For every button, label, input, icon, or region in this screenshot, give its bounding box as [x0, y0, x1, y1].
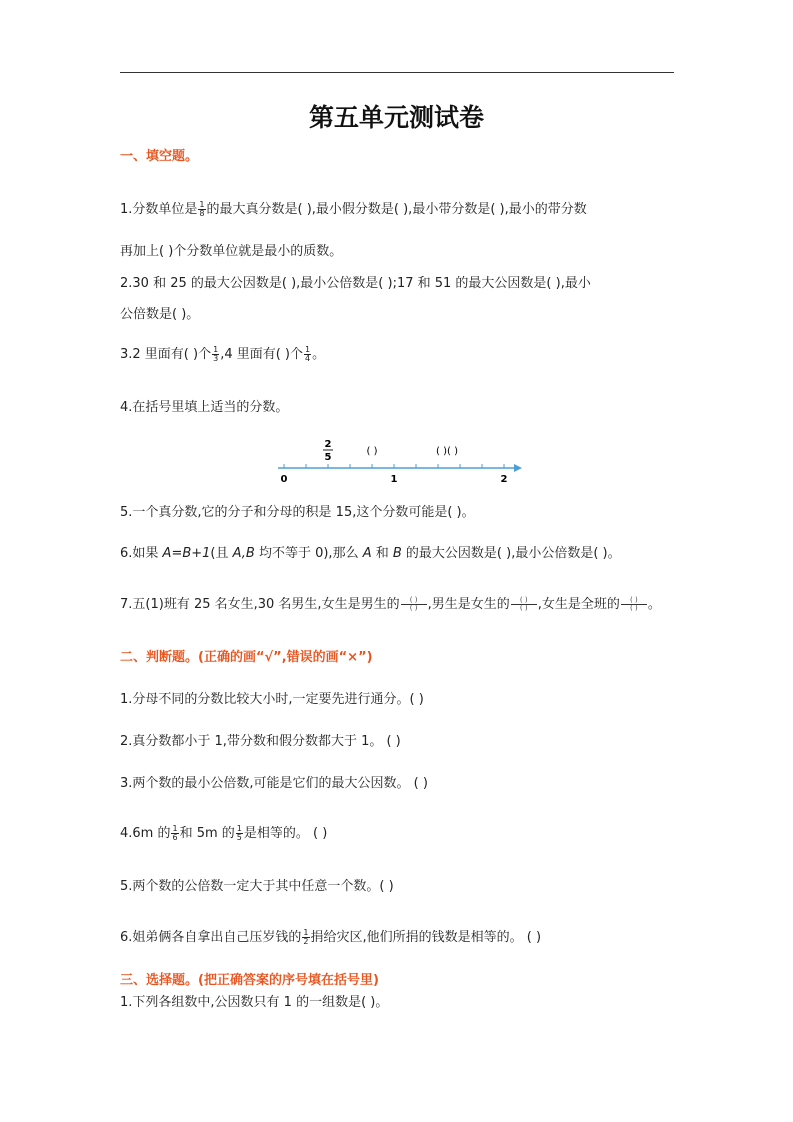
question-6: 6.如果 A=B+1(且 A,B 均不等于 0),那么 A 和 B 的最大公因数是( ),最小公倍数是( )。: [120, 546, 621, 561]
number-line-blank-1: ( ): [366, 446, 378, 457]
fraction-one-fifth: $\frac{1}{5}$: [236, 824, 242, 842]
fraction-one-half: $\frac{1}{2}$: [303, 928, 309, 946]
question-5: 5.一个真分数,它的分子和分母的积是 15,这个分数可能是( )。: [120, 505, 475, 520]
question-1-line-2: 再加上( )个分数单位就是最小的质数。: [120, 244, 343, 259]
judge-1: 1.分母不同的分数比较大小时,一定要先进行通分。( ): [120, 692, 424, 707]
blank-fraction-3: ( ) ( ): [621, 597, 647, 612]
question-2-line-1: 2.30 和 25 的最大公因数是( ),最小公倍数是( );17 和 51 的最大公因数是( ),最小: [120, 276, 591, 291]
svg-text:2: 2: [324, 439, 332, 450]
number-line-arrow-icon: [514, 464, 522, 472]
number-line-tick-2: 2: [500, 474, 508, 485]
page-title: 第五单元测试卷: [308, 103, 484, 132]
section-judge-heading: 二、判断题。(正确的画“√”,错误的画“×”): [120, 650, 373, 665]
number-line-tick-0: 0: [280, 474, 288, 485]
top-rule: [120, 72, 674, 73]
judge-4: 4.6m 的 $\frac{1}{6}$ 和 5m 的 $\frac{1}{5}$ 是相等的。 ( ): [120, 824, 328, 842]
judge-3: 3.两个数的最小公倍数,可能是它们的最大公因数。 ( ): [120, 776, 428, 791]
number-line-tick-1: 1: [390, 474, 398, 485]
fraction-one-sixth: $\frac{1}{6}$: [172, 824, 178, 842]
section-fill-heading: 一、填空题。: [120, 149, 199, 164]
fraction-one-quarter: $\frac{1}{4}$: [305, 345, 311, 363]
fraction-one-third: $\frac{1}{3}$: [213, 345, 219, 363]
blank-fraction-1: ( ) ( ): [401, 597, 427, 612]
judge-6: 6.姐弟俩各自拿出自己压岁钱的 $\frac{1}{2}$ 捐给灾区,他们所捐的钱数是相等的。 ( ): [120, 928, 542, 946]
number-line-fraction-label: [323, 439, 333, 463]
section-choice-heading: 三、选择题。(把正确答案的序号填在括号里): [120, 973, 379, 988]
judge-2: 2.真分数都小于 1,带分数和假分数都大于 1。 ( ): [120, 734, 401, 749]
question-7: 7.五(1)班有 25 名女生,30 名男生,女生是男生的 ( ) ( ) ,男生是女生的 ( ) ( ) ,女生是全班的 ( ) ( ) 。: [120, 596, 661, 612]
svg-text:5: 5: [324, 452, 332, 463]
question-2-line-2: 公倍数是( )。: [120, 307, 200, 322]
choice-1: 1.下列各组数中,公因数只有 1 的一组数是( )。: [120, 995, 389, 1010]
fraction-one-eighth: $\frac{1}{8}$: [199, 200, 205, 218]
question-1-line-1: 1.分数单位是 $\frac{1}{8}$ 的最大真分数是( ),最小假分数是( ),最小带分数是( ),最小的带分数: [120, 200, 587, 218]
number-line-blank-2: ( )( ): [436, 446, 458, 457]
judge-5: 5.两个数的公倍数一定大于其中任意一个数。( ): [120, 879, 394, 894]
question-4: 4.在括号里填上适当的分数。: [120, 400, 289, 415]
number-line: [270, 434, 530, 492]
blank-fraction-2: ( ) ( ): [511, 597, 537, 612]
question-3: 3.2 里面有( )个 $\frac{1}{3}$ ,4 里面有( )个 $\frac{1}{4}$ 。: [120, 345, 326, 363]
